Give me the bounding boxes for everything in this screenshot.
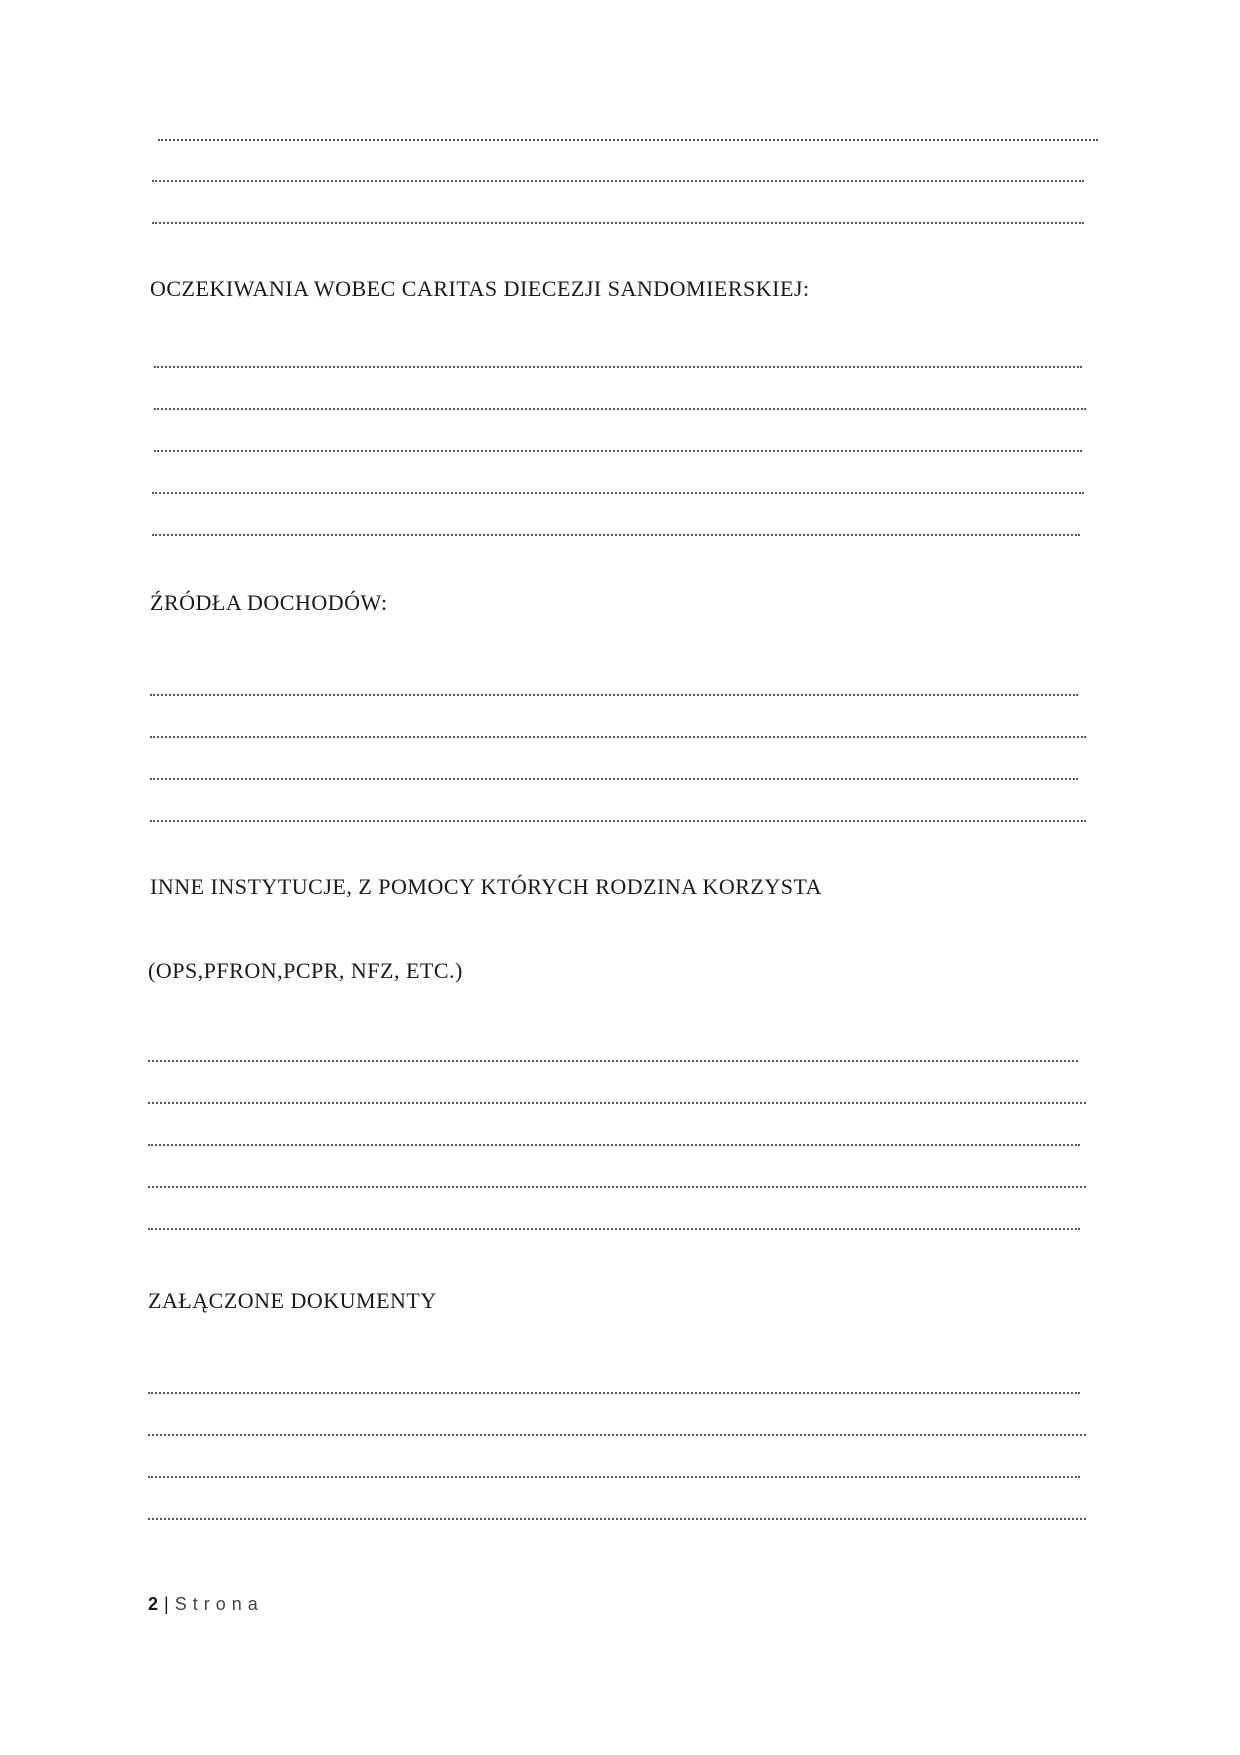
answer-line[interactable] xyxy=(152,222,1084,224)
answer-line[interactable] xyxy=(148,1518,1086,1520)
answer-line[interactable] xyxy=(148,1392,1080,1394)
answer-line[interactable] xyxy=(148,1434,1086,1436)
institutions-examples: (OPS,PFRON,PCPR, NFZ, ETC.) xyxy=(148,958,463,983)
institutions-heading: INNE INSTYTUCJE, Z POMOCY KTÓRYCH RODZINA KORZYSTA xyxy=(150,874,823,899)
answer-line[interactable] xyxy=(152,534,1080,536)
attachments-heading: ZAŁĄCZONE DOKUMENTY xyxy=(148,1288,437,1313)
page-footer xyxy=(148,1594,264,1615)
answer-line[interactable] xyxy=(154,408,1086,410)
answer-line[interactable] xyxy=(150,778,1078,780)
income-heading: ŹRÓDŁA DOCHODÓW: xyxy=(150,590,388,615)
footer-separator: | xyxy=(164,1594,169,1614)
answer-line[interactable] xyxy=(148,1476,1080,1478)
answer-line[interactable] xyxy=(148,1060,1078,1062)
answer-line[interactable] xyxy=(150,820,1086,822)
answer-line[interactable] xyxy=(150,736,1086,738)
answer-line[interactable] xyxy=(154,366,1082,368)
answer-line[interactable] xyxy=(148,1102,1086,1104)
answer-line[interactable] xyxy=(154,450,1082,452)
answer-line[interactable] xyxy=(148,1228,1080,1230)
answer-line[interactable] xyxy=(152,492,1084,494)
answer-line[interactable] xyxy=(152,180,1084,182)
answer-line[interactable] xyxy=(148,1186,1086,1188)
expectations-heading: OCZEKIWANIA WOBEC CARITAS DIECEZJI SANDOMIERSKIEJ: xyxy=(150,276,810,301)
page-number: 2 xyxy=(148,1594,159,1614)
page-word: Strona xyxy=(174,1594,264,1614)
answer-line[interactable] xyxy=(158,139,1098,141)
answer-line[interactable] xyxy=(150,694,1078,696)
answer-line[interactable] xyxy=(148,1144,1080,1146)
